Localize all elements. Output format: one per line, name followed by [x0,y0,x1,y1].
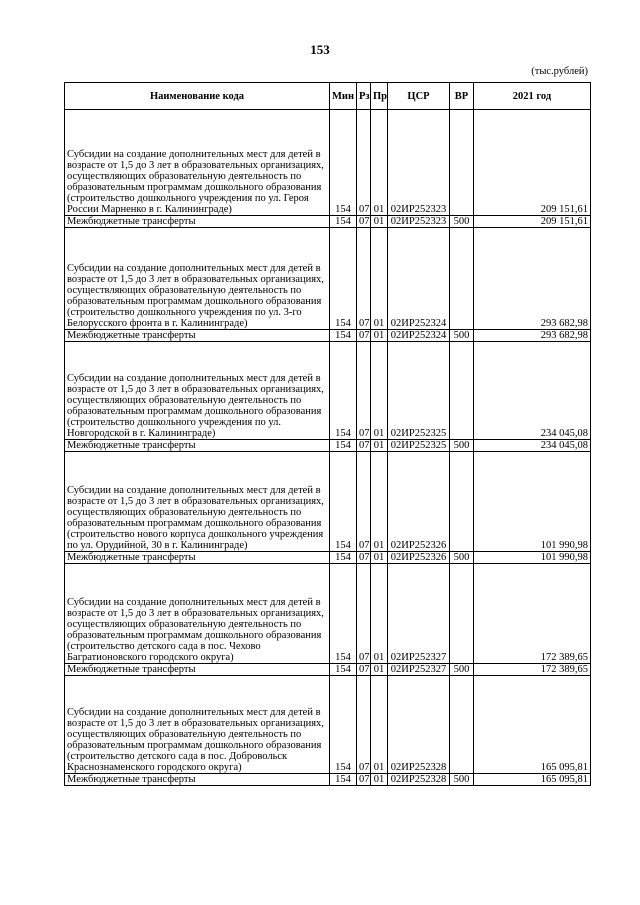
row-min: 154 [330,676,357,774]
row-vr: 500 [450,552,474,564]
row-vr: 500 [450,774,474,786]
row-vr [450,342,474,440]
row-pr: 01 [371,664,388,676]
row-name: Субсидии на создание дополнительных мест для детей в возрасте от 1,5 до 3 лет в образовательных организациях, осуществляющих образовательную деятельность по образовательным программам дошкольного образования (строительство дошкольного учреждения по ул. 3-го Белорусского фронта в г. Калининграде) [65,228,330,330]
row-vr [450,564,474,664]
row-csr: 02ИР252328 [388,774,450,786]
table-row [65,110,591,216]
row-rz: 07 [357,564,371,664]
row-amount: 293 682,98 [474,330,591,342]
header-vr: ВР [450,83,474,110]
row-csr: 02ИР252326 [388,452,450,552]
table-header-row [65,83,591,110]
row-amount: 234 045,08 [474,440,591,452]
row-vr [450,228,474,330]
row-pr: 01 [371,452,388,552]
row-csr: 02ИР252327 [388,564,450,664]
row-name: Межбюджетные трансферты [65,330,330,342]
row-min: 154 [330,664,357,676]
row-vr [450,110,474,216]
row-amount: 165 095,81 [474,676,591,774]
row-rz: 07 [357,676,371,774]
table-row [65,774,591,786]
row-rz: 07 [357,228,371,330]
header-rz: Рз [357,83,371,110]
row-amount: 101 990,98 [474,552,591,564]
row-min: 154 [330,452,357,552]
row-rz: 07 [357,452,371,552]
row-min: 154 [330,216,357,228]
row-rz: 07 [357,342,371,440]
row-rz: 07 [357,664,371,676]
row-csr: 02ИР252324 [388,330,450,342]
row-min: 154 [330,110,357,216]
row-amount: 293 682,98 [474,228,591,330]
table-row [65,228,591,330]
row-csr: 02ИР252325 [388,342,450,440]
row-csr: 02ИР252325 [388,440,450,452]
row-pr: 01 [371,330,388,342]
row-name: Межбюджетные трансферты [65,440,330,452]
row-vr [450,676,474,774]
header-min: Мин [330,83,357,110]
row-rz: 07 [357,330,371,342]
row-amount: 172 389,65 [474,564,591,664]
row-amount: 209 151,61 [474,216,591,228]
units-label: (тыс.рублей) [531,66,588,77]
row-pr: 01 [371,228,388,330]
row-name: Межбюджетные трансферты [65,774,330,786]
header-pr: Пр [371,83,388,110]
table-row [65,676,591,774]
table-row [65,452,591,552]
header-year: 2021 год [474,83,591,110]
row-csr: 02ИР252324 [388,228,450,330]
row-pr: 01 [371,552,388,564]
row-name: Межбюджетные трансферты [65,216,330,228]
row-vr: 500 [450,330,474,342]
row-name: Межбюджетные трансферты [65,552,330,564]
row-name: Субсидии на создание дополнительных мест для детей в возрасте от 1,5 до 3 лет в образовательных организациях, осуществляющих образовательную деятельность по образовательным программам дошкольного образования (строительство дошкольного учреждения по ул. Новгородской в г. Калининграде) [65,342,330,440]
row-amount: 172 389,65 [474,664,591,676]
table-row [65,440,591,452]
table-row [65,342,591,440]
row-amount: 234 045,08 [474,342,591,440]
header-name: Наименование кода [65,83,330,110]
row-csr: 02ИР252327 [388,664,450,676]
row-vr: 500 [450,664,474,676]
row-pr: 01 [371,676,388,774]
row-csr: 02ИР252326 [388,552,450,564]
row-name: Субсидии на создание дополнительных мест для детей в возрасте от 1,5 до 3 лет в образовательных организациях, осуществляющих образовательную деятельность по образовательным программам дошкольного образования (строительство детского сада в пос. Добровольск Краснознаменского городского округа) [65,676,330,774]
row-name: Субсидии на создание дополнительных мест для детей в возрасте от 1,5 до 3 лет в образовательных организациях, осуществляющих образовательную деятельность по образовательным программам дошкольного образования (строительство детского сада в пос. Чехово Багратионовского городского округа) [65,564,330,664]
row-rz: 07 [357,440,371,452]
row-rz: 07 [357,110,371,216]
row-pr: 01 [371,110,388,216]
table-row [65,564,591,664]
row-min: 154 [330,342,357,440]
row-amount: 165 095,81 [474,774,591,786]
row-min: 154 [330,330,357,342]
row-csr: 02ИР252323 [388,110,450,216]
row-pr: 01 [371,564,388,664]
row-vr: 500 [450,440,474,452]
row-vr [450,452,474,552]
row-pr: 01 [371,216,388,228]
row-min: 154 [330,552,357,564]
budget-table [64,82,591,786]
table-row [65,330,591,342]
row-vr: 500 [450,216,474,228]
row-name: Межбюджетные трансферты [65,664,330,676]
row-rz: 07 [357,774,371,786]
row-min: 154 [330,440,357,452]
row-min: 154 [330,564,357,664]
page-number: 153 [310,42,330,57]
row-pr: 01 [371,774,388,786]
row-rz: 07 [357,552,371,564]
row-min: 154 [330,774,357,786]
row-min: 154 [330,228,357,330]
row-csr: 02ИР252323 [388,216,450,228]
row-name: Субсидии на создание дополнительных мест для детей в возрасте от 1,5 до 3 лет в образовательных организациях, осуществляющих образовательную деятельность по образовательным программам дошкольного образования (строительство дошкольного учреждения по ул. Героя России Марненко в г. Калининграде) [65,110,330,216]
row-amount: 101 990,98 [474,452,591,552]
row-csr: 02ИР252328 [388,676,450,774]
row-pr: 01 [371,440,388,452]
table-row [65,552,591,564]
table-row [65,664,591,676]
header-csr: ЦСР [388,83,450,110]
row-name: Субсидии на создание дополнительных мест для детей в возрасте от 1,5 до 3 лет в образовательных организациях, осуществляющих образовательную деятельность по образовательным программам дошкольного образования (строительство нового корпуса дошкольного учреждения по ул. Орудийной, 30 в г. Калининграде) [65,452,330,552]
row-rz: 07 [357,216,371,228]
row-pr: 01 [371,342,388,440]
row-amount: 209 151,61 [474,110,591,216]
table-row [65,216,591,228]
